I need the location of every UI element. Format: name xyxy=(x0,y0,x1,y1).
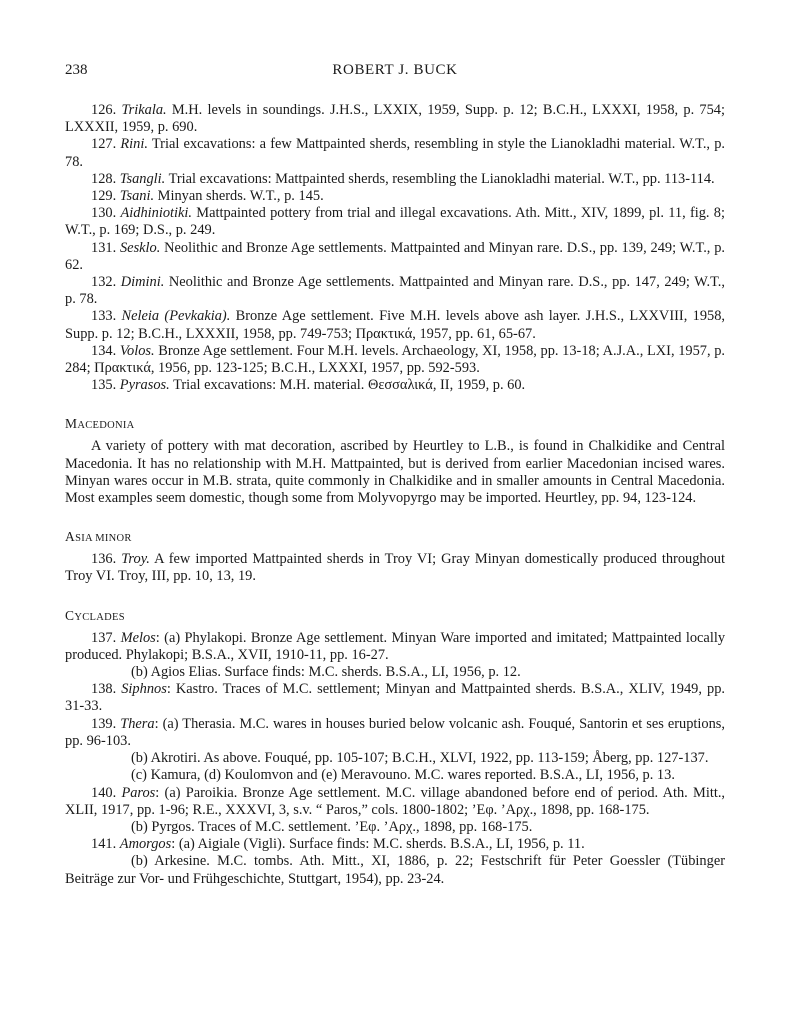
entry-text: (c) Kamura, (d) Koulomvon and (e) Meravouno. M.C. wares reported. B.S.A., LI, 1956, p. 13. xyxy=(131,767,675,784)
list-item xyxy=(65,681,725,715)
entry-number: 134. xyxy=(91,342,120,359)
running-head: ROBERT J. BUCK xyxy=(332,62,458,78)
entry-place: Tsani. xyxy=(119,188,155,205)
entry-place: Neleia (Pevkakia). xyxy=(121,308,231,325)
list-item xyxy=(65,664,725,681)
list-item xyxy=(65,785,725,819)
list-item xyxy=(65,716,725,750)
entry-number: 138. xyxy=(91,681,122,698)
entry-text: (b) Arkesine. M.C. tombs. Ath. Mitt., XI, 1886, p. 22; Festschrift für Peter Goessler (Tübinger Beiträge zur Vor- und Frühgeschichte, Stuttgart, 1954), pp. 23-24. xyxy=(65,853,725,887)
list-item xyxy=(65,377,725,394)
list-item xyxy=(65,767,725,784)
entry-place: Thera xyxy=(120,715,155,732)
entry-place: Dimini. xyxy=(120,274,165,291)
entry-number: 131. xyxy=(91,239,120,256)
entry-text: Neolithic and Bronze Age settlements. Mattpainted and Minyan rare. D.S., pp. 139, 249; W.T., p. 62. xyxy=(65,239,725,273)
entry-place: Trikala. xyxy=(121,102,167,118)
thessaly-entries xyxy=(65,102,725,394)
entry-text: M.H. levels in soundings. J.H.S., LXXIX, 1959, Supp. p. 12; B.C.H., LXXXI, 1958, p. 754; LXXXII, 1959, p. 690. xyxy=(65,102,725,136)
entry-place: Volos. xyxy=(119,342,155,359)
entry-text: Bronze Age settlement. Four M.H. levels. Archaeology, XI, 1958, pp. 13-18; A.J.A., LXI, 1957, p. 284; Πρακτικά, 1956, pp. 123-125; B.C.H., LXXXI, 1957, pp. 592-593. xyxy=(65,342,726,377)
entry-text: : (a) Paroikia. Bronze Age settlement. M.C. village abandoned before end of period. Ath. Mitt., XLII, 1917, pp. 1-96; R.E., XXXVI, 3, s.v. “ Paros,” cols. 1800-1802; ’Εφ. ’Αρχ., 1898, pp. 168-175. xyxy=(65,784,726,818)
entry-text: : (a) Aigiale (Vigli). Surface finds: M.C. sherds. B.S.A., LI, 1956, p. 11. xyxy=(171,836,585,853)
list-item xyxy=(65,240,725,274)
entry-place: Siphnos xyxy=(121,681,167,698)
entry-text: (b) Akrotiri. As above. Fouqué, pp. 105-107; B.C.H., XLVI, 1922, pp. 113-159; Åberg, pp. 127-137. xyxy=(131,750,709,767)
entry-number: 140. xyxy=(91,784,122,801)
entry-number: 135. xyxy=(91,377,120,394)
section-heading-cyclades: CYCLADES xyxy=(65,607,125,623)
entry-text: Trial excavations: M.H. material. Θεσσαλικά, II, 1959, p. 60. xyxy=(169,377,526,394)
entry-number: 126. xyxy=(91,102,122,118)
entry-place: Pyrasos. xyxy=(119,377,170,394)
entry-number: 132. xyxy=(91,274,121,291)
list-item xyxy=(65,853,725,887)
list-item xyxy=(65,819,725,836)
entry-number: 137. xyxy=(91,629,121,646)
entry-place: Sesklo. xyxy=(119,239,161,256)
entry-text: A few imported Mattpainted sherds in Troy VI; Gray Minyan domestically produced throughout Troy VI. Troy, III, pp. 10, 13, 19. xyxy=(65,551,726,585)
entry-text: : (a) Therasia. M.C. wares in houses buried below volcanic ash. Fouqué, Santorin et ses eruptions, pp. 96-103. xyxy=(65,715,726,749)
entry-number: 139. xyxy=(91,715,121,732)
entry-text: : (a) Phylakopi. Bronze Age settlement. Minyan Ware imported and imitated; Mattpainted locally produced. Phylakopi; B.S.A., XVII, 1910-11, pp. 16-27. xyxy=(65,629,726,663)
entry-number: 136. xyxy=(91,551,122,568)
list-item xyxy=(65,343,725,377)
entry-place: Tsangli. xyxy=(119,170,166,187)
list-item xyxy=(65,308,725,342)
entry-place: Rini. xyxy=(120,136,148,153)
list-item xyxy=(65,171,725,188)
entry-place: Aidhiniotiki. xyxy=(120,205,193,222)
entry-number: 141. xyxy=(91,836,120,853)
entry-number: 127. xyxy=(91,136,121,153)
entry-text: (b) Pyrgos. Traces of M.C. settlement. ’Εφ. ’Αρχ., 1898, pp. 168-175. xyxy=(131,818,533,835)
entry-text: Trial excavations: Mattpainted sherds, resembling the Lianokladhi material. W.T., pp. 113-114. xyxy=(165,170,715,187)
entry-number: 128. xyxy=(91,170,120,187)
entry-place: Amorgos xyxy=(119,836,172,853)
asia-minor-entries xyxy=(65,551,725,585)
entry-text: (b) Agios Elias. Surface finds: M.C. sherds. B.S.A., LI, 1956, p. 12. xyxy=(131,664,521,681)
entry-text: Mattpainted pottery from trial and illegal excavations. Ath. Mitt., XIV, 1899, pl. 11, fig. 8; W.T., p. 169; D.S., p. 249. xyxy=(65,205,725,239)
page-number: 238 xyxy=(65,62,88,78)
entry-number: 133. xyxy=(91,308,122,325)
entry-text: Minyan sherds. W.T., p. 145. xyxy=(154,188,324,205)
list-item xyxy=(65,630,725,664)
list-item xyxy=(65,188,725,205)
list-item xyxy=(65,750,725,767)
page-header xyxy=(65,62,725,84)
list-item xyxy=(65,836,725,853)
list-item xyxy=(65,205,725,239)
entry-text: Bronze Age settlement. Five M.H. levels above ash layer. J.H.S., LXXVIII, 1958, Supp. p. 12; B.C.H., LXXXII, 1958, pp. 749-753; Πρακτικά, 1957, pp. 61, 65-67. xyxy=(65,308,726,342)
entry-number: 129. xyxy=(91,188,120,205)
list-item xyxy=(65,274,725,308)
entry-text: Neolithic and Bronze Age settlements. Mattpainted and Minyan rare. D.S., pp. 147, 249; W.T., p. 78. xyxy=(65,274,726,308)
entry-place: Troy. xyxy=(121,551,150,568)
section-heading-macedonia: MACEDONIA xyxy=(65,416,135,432)
list-item xyxy=(65,102,725,136)
section-heading-asia-minor: ASIA MINOR xyxy=(65,529,132,545)
cyclades-entries xyxy=(65,630,725,888)
entry-place: Melos xyxy=(120,629,156,646)
entry-number: 130. xyxy=(91,205,121,222)
page xyxy=(65,62,725,888)
entry-text: Trial excavations: a few Mattpainted sherds, resembling in style the Lianokladhi material. W.T., p. 78. xyxy=(65,136,725,170)
list-item xyxy=(65,551,725,585)
list-item xyxy=(65,136,725,170)
entry-place: Paros xyxy=(121,784,156,801)
macedonia-paragraph: A variety of pottery with mat decoration, ascribed by Heurtley to L.B., is found in Chalkidike and Central Macedonia. It has no relationship with M.H. Mattpainted, but is derived from earlier Macedonian incised wares. Minyan wares occur in M.B. strata, quite commonly in Chalkidike and in smaller amounts in Central Macedonia. Most examples seem domestic, though some from Molyvopyrgo may be imported. Heurtley, pp. 94, 123-124. xyxy=(65,438,725,507)
entry-text: : Kastro. Traces of M.C. settlement; Minyan and Mattpainted sherds. B.S.A., XLIV, 1949, pp. 31-33. xyxy=(65,681,725,715)
